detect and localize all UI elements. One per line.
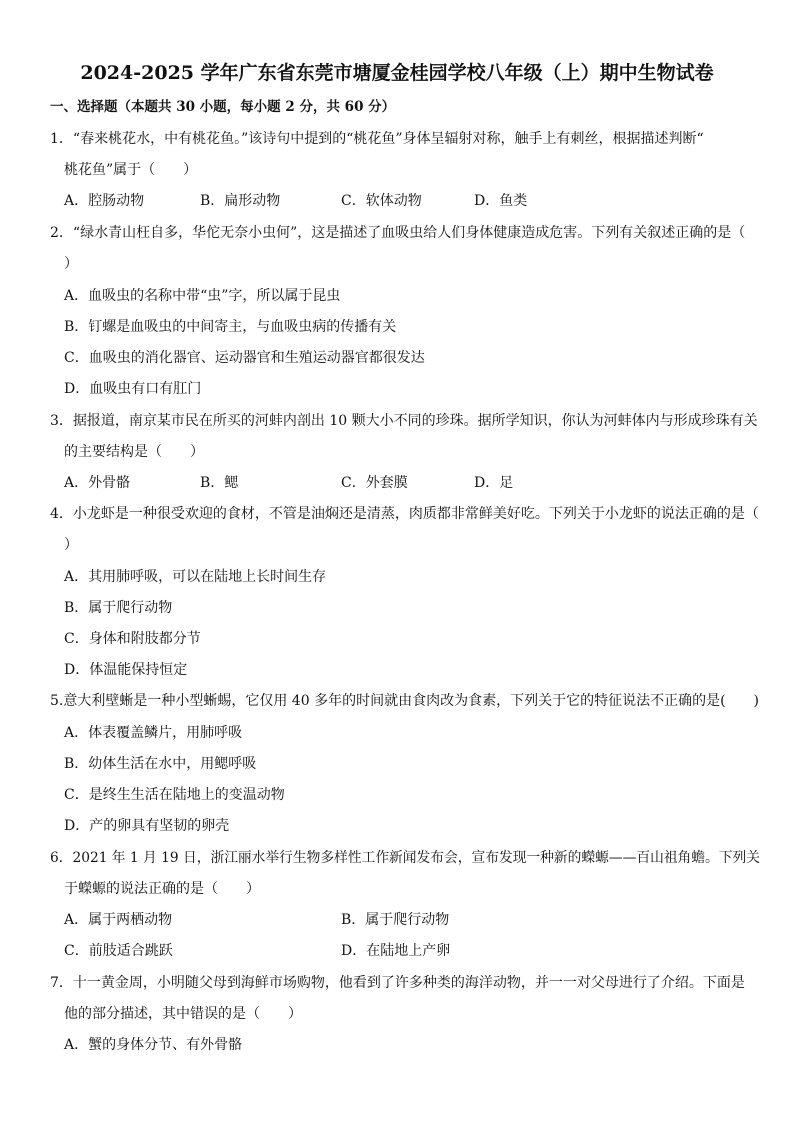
question-1-option-a: A．腔肠动物: [64, 193, 145, 209]
question-4-option-c: C．身体和附肢都分节: [64, 631, 201, 647]
question-6-option-b: B．属于爬行动物: [341, 912, 450, 928]
question-3-option-c: C．外套膜: [341, 475, 408, 491]
question-4-text-cont: ）: [64, 537, 78, 553]
question-6-option-c: C．前肢适合跳跃: [64, 943, 173, 959]
question-4-text: 4．小龙虾是一种很受欢迎的食材，不管是油焖还是清蒸，肉质都非常鲜美好吃。下列关于小龙虾的说法正确的是（: [50, 506, 759, 522]
question-6-text-cont: 于蠑螈的说法正确的是（ ）: [64, 881, 260, 897]
question-4-option-b: B．属于爬行动物: [64, 600, 173, 616]
question-5-option-b: B．幼体生活在水中，用鳃呼吸: [64, 756, 257, 772]
question-2-text-cont: ）: [64, 256, 78, 272]
question-5-option-d: D．产的卵具有坚韧的卵壳: [64, 818, 230, 834]
question-3-text-cont: 的主要结构是（ ）: [64, 444, 204, 460]
question-6-text: 6．2021 年 1 月 19 日，浙江丽水举行生物多样性工作新闻发布会，宣布发现一种新的蠑螈——百山祖角蟾。下列关: [50, 850, 760, 866]
question-6-option-a: A．属于两栖动物: [64, 912, 173, 928]
question-3-text: 3．据报道，南京某市民在所买的河蚌内剖出 10 颗大小不同的珍珠。据所学知识，你认为河蚌体内与形成珍珠有关: [50, 413, 758, 429]
question-5-option-c: C．是终生生活在陆地上的变温动物: [64, 787, 285, 803]
question-1-text: 1．“春来桃花水，中有桃花鱼。”该诗句中提到的“桃花鱼”身体呈辐射对称，触手上有刺丝，根据描述判断“: [50, 131, 704, 147]
question-2-option-d: D．血吸虫有口有肛门: [64, 381, 202, 397]
question-2-text: 2．“绿水青山枉自多，华佗无奈小虫何”，这是描述了血吸虫给人们身体健康造成危害。下列有关叙述正确的是（: [50, 225, 746, 241]
question-7-text-cont: 他的部分描述，其中错误的是（ ）: [64, 1006, 302, 1022]
question-6-option-d: D．在陆地上产卵: [341, 943, 451, 959]
question-3-option-d: D．足: [474, 475, 514, 491]
question-2-option-c: C．血吸虫的消化器官、运动器官和生殖运动器官都很发达: [64, 350, 425, 366]
question-2-option-b: B．钉螺是血吸虫的中间寄主，与血吸虫病的传播有关: [64, 319, 397, 335]
question-4-option-d: D．体温能保持恒定: [64, 662, 188, 678]
question-7-option-a: A．蟹的身体分节、有外骨骼: [64, 1037, 243, 1053]
question-5-text: 5.意大利壁蜥是一种小型蜥蜴，它仅用 40 多年的时间就由食肉改为食素，下列关于它的特征说法不正确的是( ): [50, 693, 759, 709]
section-heading: 一、选择题（本题共 30 小题，每小题 2 分，共 60 分）: [50, 99, 396, 115]
question-3-option-a: A．外骨骼: [64, 475, 131, 491]
question-4-option-a: A．其用肺呼吸，可以在陆地上长时间生存: [64, 569, 327, 585]
question-5-option-a: A．体表覆盖鳞片，用肺呼吸: [64, 725, 243, 741]
question-1-option-b: B．扁形动物: [200, 193, 281, 209]
question-1-option-d: D．鱼类: [474, 193, 528, 209]
question-1-option-c: C．软体动物: [341, 193, 422, 209]
question-2-option-a: A．血吸虫的名称中带“虫”字，所以属于昆虫: [64, 288, 341, 304]
question-3-option-b: B．鳃: [200, 475, 239, 491]
exam-title: 2024-2025 学年广东省东莞市塘厦金桂园学校八年级（上）期中生物试卷: [80, 62, 714, 84]
question-1-text-cont: 桃花鱼”属于（ ）: [64, 162, 198, 178]
question-7-text: 7．十一黄金周，小明随父母到海鲜市场购物，他看到了许多种类的海洋动物，并一一对父母进行了介绍。下面是: [50, 975, 745, 991]
